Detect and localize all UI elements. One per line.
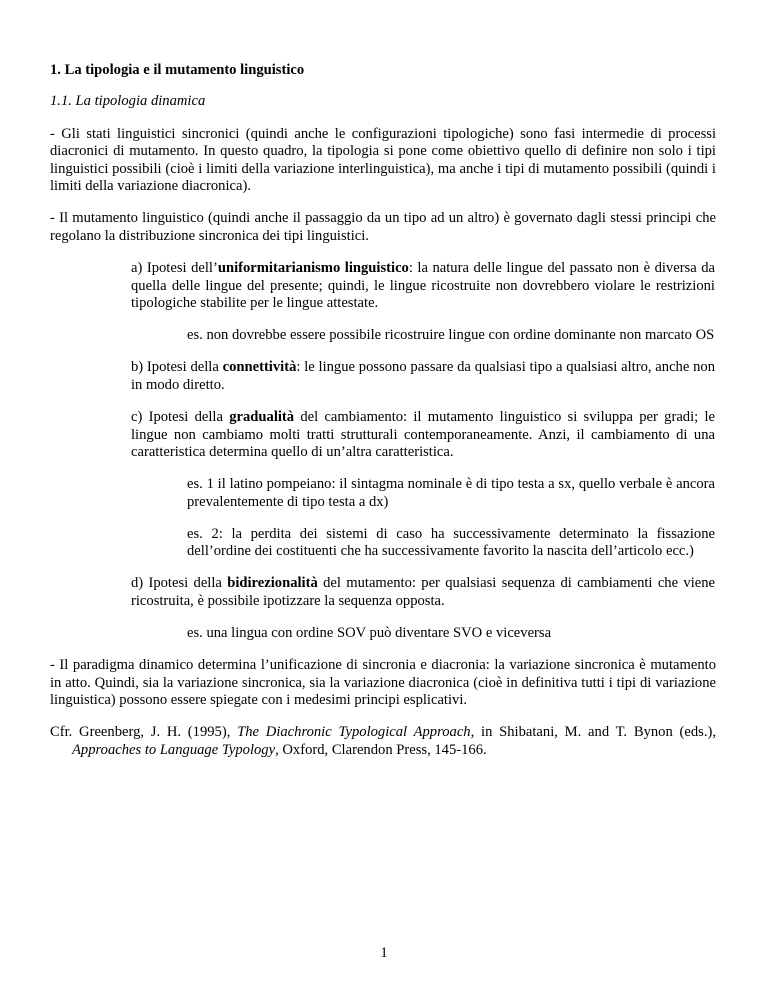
hypothesis-bidirectionality (131, 575, 715, 642)
cited-work-title: The Diachronic Typological Approach (237, 724, 471, 741)
hypothesis-example: es. una lingua con ordine SOV può diventare SVO e viceversa (187, 624, 552, 641)
paragraph-change-principles: - Il mutamento linguistico (quindi anche il passaggio da un tipo ad un altro) è governato dagli stessi principi che regolano la distribuzione sincronica dei tipi linguistici. (50, 210, 716, 244)
cited-book-title: Approaches to Language Typology (72, 741, 276, 758)
hypotheses-list (131, 260, 715, 642)
section-subtitle: 1.1. La tipologia dinamica (50, 93, 206, 110)
hypothesis-gradualness (131, 409, 715, 560)
hypothesis-connectivity (131, 359, 715, 394)
document-page (50, 62, 716, 759)
hypothesis-term: uniformitarianismo linguistico (217, 260, 409, 277)
hypothesis-term: bidirezionalità (227, 575, 318, 592)
hypothesis-example: es. non dovrebbe essere possibile ricostruire lingue con ordine dominante non marcato OS (187, 327, 715, 344)
paragraph-dynamic-paradigm: - Il paradigma dinamico determina l’unificazione di sincronia e diacronia: la variazione sincronica è mutamento in atto. Quindi, sia la variazione sincronica, sia la variazione diacronica (cioè in definitiva tutti i tipi di variazione linguistica) possono essere spiegate con i medesimi principi esplicativi. (50, 657, 716, 708)
hypothesis-text: a) Ipotesi dell’uniformitarianismo linguistico: la natura delle lingue del passato non è diversa da quella delle lingue del presente; quindi, le lingue ricostruite non dovrebbero violare le restrizioni tipologiche stabilite per le lingue attestate. (131, 260, 715, 312)
hypothesis-example: es. 1 il latino pompeiano: il sintagma nominale è di tipo testa a sx, quello verbale è ancora prevalentemente di tipo testa a dx) (187, 476, 715, 510)
hypothesis-example: es. 2: la perdita dei sistemi di caso ha successivamente determinato la fissazione dell’ordine dei costituenti che ha successivamente favorito la nascita dell’articolo ecc.) (187, 525, 715, 559)
bibliographic-citation: Cfr. Greenberg, J. H. (1995), The Diachronic Typological Approach, in Shibatani, M. and T. Bynon (eds.), Approaches to Language Typology, Oxford, Clarendon Press, 145-166. (50, 724, 716, 758)
section-title: 1. La tipologia e il mutamento linguistico (50, 62, 305, 78)
hypothesis-text: b) Ipotesi della connettività: le lingue possono passare da qualsiasi tipo a qualsiasi altro, anche non in modo diretto. (131, 359, 716, 393)
page-number: 1 (380, 945, 388, 961)
hypothesis-term: gradualità (229, 409, 295, 426)
hypothesis-term: connettività (222, 359, 297, 376)
hypothesis-uniformitarianism (131, 260, 715, 344)
paragraph-synchronic-states: - Gli stati linguistici sincronici (quindi anche le configurazioni tipologiche) sono fasi intermedie di processi diacronici di mutamento. In questo quadro, la tipologia si pone come obiettivo quello di definire non solo i tipi linguistici possibili (cioè i limiti della variazione interlinguistica), ma anche i tipi di mutamento possibili (quindi i limiti della variazione diacronica). (50, 125, 716, 195)
hypothesis-text: c) Ipotesi della gradualità del cambiamento: il mutamento linguistico si sviluppa per gradi; le lingue non cambiamo molti tratti strutturali contemporaneamente. Anzi, il cambiamento di una caratteristica determina quello di un’altra caratteristica. (131, 409, 715, 461)
hypothesis-text: d) Ipotesi della bidirezionalità del mutamento: per qualsiasi sequenza di cambiamenti che viene ricostruita, è possibile ipotizzare la sequenza opposta. (131, 575, 715, 609)
